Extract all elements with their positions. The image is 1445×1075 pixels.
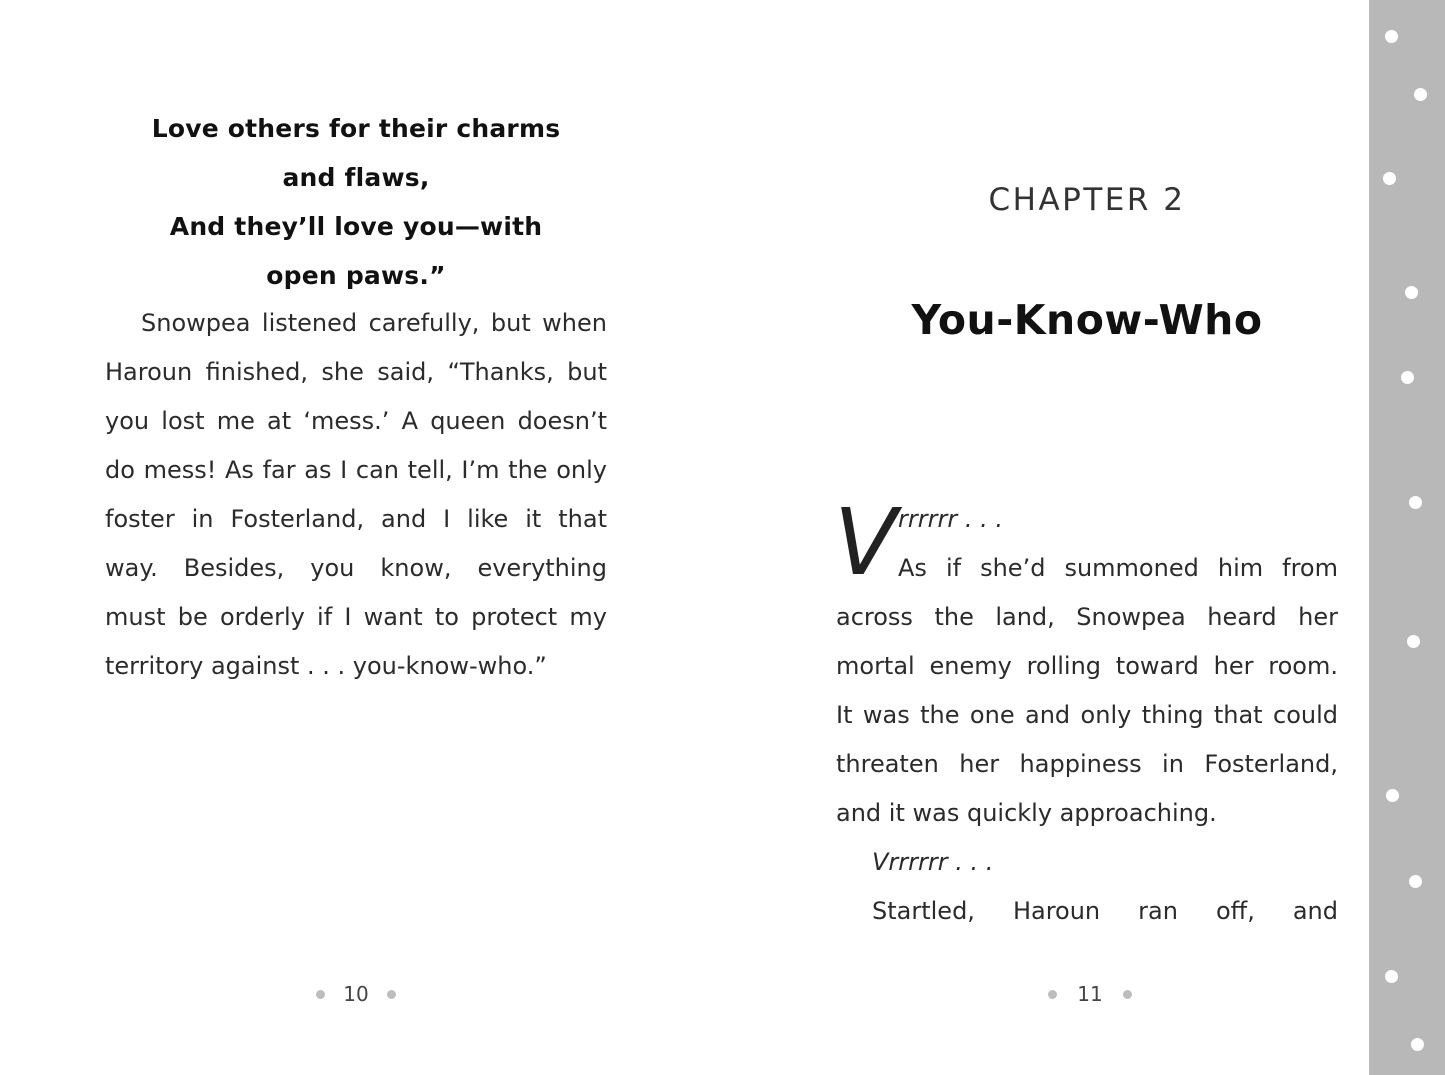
page-number-left xyxy=(316,980,396,1008)
polka-dot-icon xyxy=(1386,789,1399,802)
text-line: Startled, Haroun ran off, and xyxy=(872,897,1338,925)
text-line: rrrrrr . . . xyxy=(898,505,1003,533)
text-line: and it was quickly approaching. xyxy=(836,799,1217,827)
poem-verse xyxy=(105,104,607,300)
right-body-text xyxy=(834,489,1338,936)
chapter-title: You-Know-Who xyxy=(911,296,1263,344)
text-line: territory against . . . you-know-who.” xyxy=(105,652,547,680)
polka-dot-icon xyxy=(1385,30,1398,43)
page-number: 11 xyxy=(1077,982,1103,1006)
text-line: do mess! As far as I can tell, I’m the only xyxy=(105,456,607,484)
poem-line: and flaws, xyxy=(282,163,430,192)
poem-line: And they’ll love you—with xyxy=(169,212,543,241)
page-number: 10 xyxy=(343,982,369,1006)
poem-line: open paws.” xyxy=(266,261,446,290)
text-line: As if she’d summoned him from xyxy=(898,554,1338,582)
folio-dot-icon xyxy=(1048,990,1057,999)
folio-dot-icon xyxy=(1123,990,1132,999)
polka-dot-icon xyxy=(1385,970,1398,983)
polka-dot-icon xyxy=(1405,286,1418,299)
folio-dot-icon xyxy=(316,990,325,999)
text-line: It was the one and only thing that could xyxy=(836,701,1338,729)
text-line: threaten her happiness in Fosterland, xyxy=(836,750,1338,778)
drop-cap: V xyxy=(834,489,897,596)
text-line: you lost me at ‘mess.’ A queen doesn’t xyxy=(105,407,607,435)
text-line: Snowpea listened carefully, but when xyxy=(141,309,607,337)
polka-dot-icon xyxy=(1409,875,1422,888)
text-line: foster in Fosterland, and I like it that xyxy=(105,505,607,533)
polka-dot-icon xyxy=(1409,496,1422,509)
text-line: Haroun finished, she said, “Thanks, but xyxy=(105,358,607,386)
text-line: way. Besides, you know, everything xyxy=(105,554,607,582)
polka-dot-icon xyxy=(1383,172,1396,185)
polka-dot-icon xyxy=(1401,371,1414,384)
page-number-right xyxy=(1048,980,1132,1008)
text-line: across the land, Snowpea heard her xyxy=(836,603,1338,631)
text-line: Vrrrrrr . . . xyxy=(872,848,994,876)
folio-dot-icon xyxy=(387,990,396,999)
polka-dot-icon xyxy=(1414,88,1427,101)
left-body-text xyxy=(105,299,607,691)
polka-dot-icon xyxy=(1411,1038,1424,1051)
chapter-label: CHAPTER 2 xyxy=(988,182,1186,218)
text-line: must be orderly if I want to protect my xyxy=(105,603,607,631)
decorative-side-strip xyxy=(1369,0,1445,1075)
text-line: mortal enemy rolling toward her room. xyxy=(836,652,1338,680)
poem-line: Love others for their charms xyxy=(151,114,561,143)
polka-dot-icon xyxy=(1407,635,1420,648)
